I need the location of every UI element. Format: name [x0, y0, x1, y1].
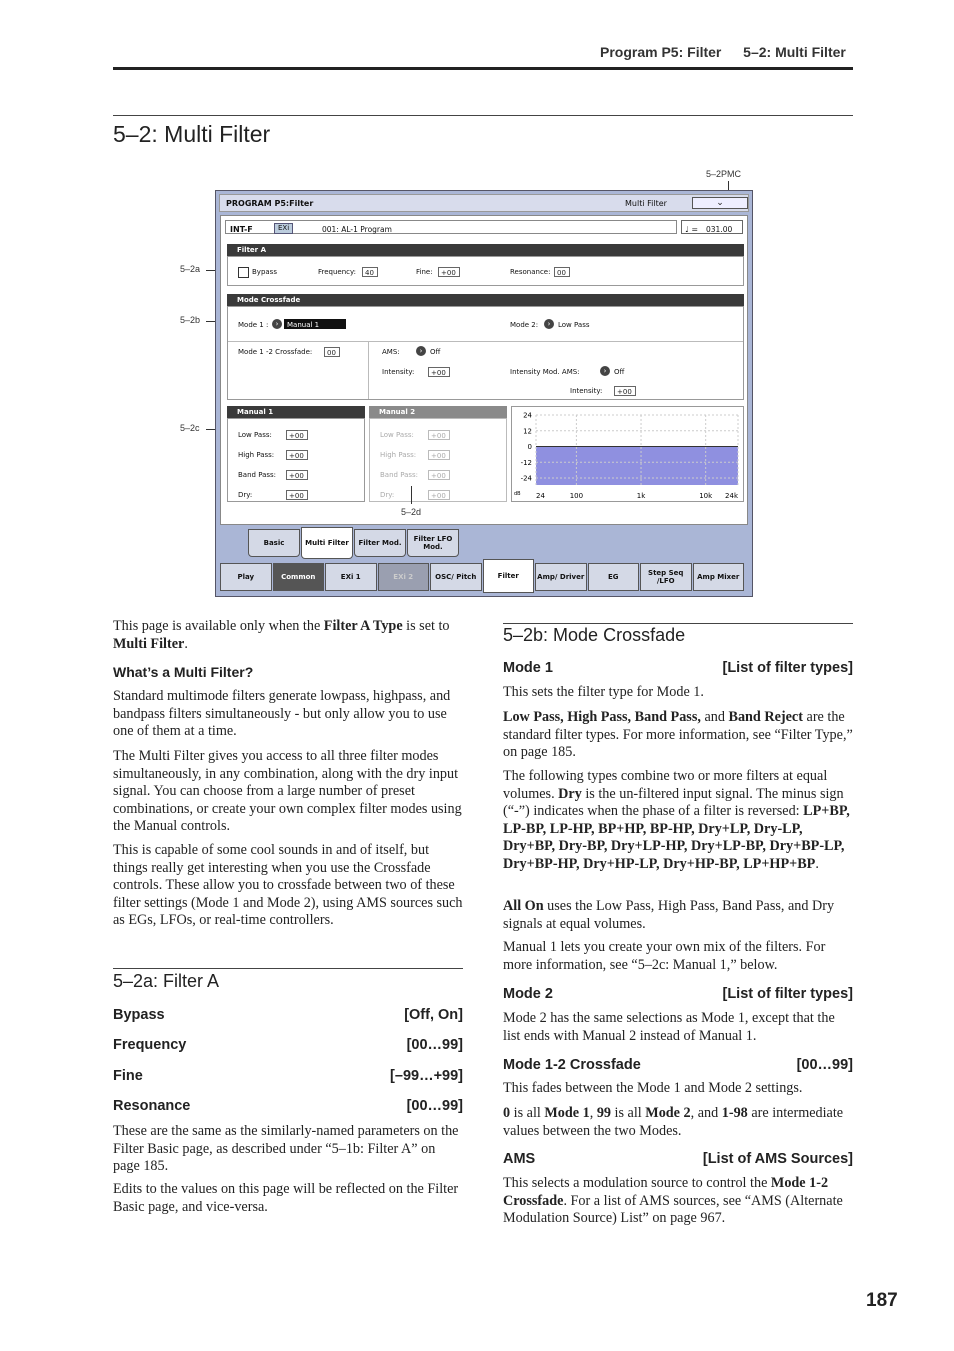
paragraph-5: Edits to the values on this page will be reflected on the Filter Basic page, and vice-versa.: [113, 1181, 459, 1215]
intensity2-label: Intensity:: [570, 387, 603, 395]
manual1-row-label: Band Pass:: [238, 471, 277, 479]
callout-d: 5–2d: [401, 507, 422, 517]
program-bank: INT-F: [230, 225, 253, 234]
subtab-multi-filter[interactable]: Multi Filter: [301, 527, 353, 559]
param-bypass: [113, 1007, 463, 1023]
mode-crossfade-bar: Mode Crossfade: [227, 294, 744, 306]
manual2-bar: Manual 2: [369, 406, 507, 418]
screen-title-bar: [219, 194, 749, 212]
mode2-label: Mode 2:: [510, 321, 539, 329]
y-tick-label: -12: [520, 458, 532, 467]
manual2-row-label: Band Pass:: [380, 471, 419, 479]
param-name: Frequency: [113, 1037, 187, 1054]
intensity-label: Intensity:: [382, 368, 415, 376]
mode-crossfade-heading: 5–2b: Mode Crossfade: [503, 625, 686, 645]
param-fine: [113, 1068, 463, 1084]
ams-text-1: This selects a modulation source to control the Mode 1-2 Crossfade. For a list of AMS sources, see “AMS (Alternate Modulation Source) List” on page 967.: [503, 1175, 843, 1227]
x-tick-label: 1k: [636, 492, 646, 500]
param-range: [00…99]: [406, 1097, 463, 1114]
tempo-symbol: ♩ =: [685, 225, 699, 234]
chevron-down-icon: ⌄: [716, 198, 724, 208]
crossfade-text-2: 0 is all Mode 1, 99 is all Mode 2, and 1-98 are intermediate values between the two Modes.: [503, 1105, 844, 1139]
manual2-section: [369, 418, 507, 502]
param-name: Mode 2: [503, 986, 553, 1002]
mode1-text-5: Manual 1 lets you create your own mix of the filters. For more information, see “5–2c: Manual 1,” below.: [503, 939, 826, 973]
bypass-checkbox[interactable]: [238, 267, 249, 278]
paragraph-4: These are the same as the similarly-named parameters on the Filter Basic page, as described under “5–1b: Filter A” on page 185.: [113, 1123, 459, 1175]
y-tick-label: 0: [527, 443, 532, 451]
filter-response-chart: [512, 407, 743, 501]
crossfade-field[interactable]: 00: [324, 347, 340, 357]
param-mode2: [503, 986, 853, 1002]
callout-d-line: [411, 486, 412, 504]
param-ams: [503, 1151, 853, 1167]
fine-label: Fine:: [416, 268, 433, 276]
manual1-row-label: High Pass:: [238, 451, 275, 459]
param-frequency: [113, 1037, 463, 1053]
int-mod-ams-value[interactable]: Off: [614, 368, 625, 376]
main-tab-exi-1[interactable]: EXi 1: [325, 563, 377, 591]
y-tick-label: -24: [520, 474, 532, 483]
mode2-popup-icon[interactable]: ›: [544, 319, 554, 329]
main-tab-step-seq-lfo[interactable]: Step Seq /LFO: [640, 563, 692, 591]
resonance-field[interactable]: 00: [554, 267, 570, 277]
header-rule: [113, 67, 853, 70]
param-range: [–99…+99]: [390, 1067, 463, 1084]
ams-label: AMS:: [382, 348, 400, 356]
mode-vdivider: [368, 341, 369, 399]
mode1-popup-icon[interactable]: ›: [272, 319, 282, 329]
filter-a-bar: Filter A: [227, 244, 744, 256]
param-name: Mode 1-2 Crossfade: [503, 1057, 641, 1073]
mode-crossfade-section: [227, 306, 744, 400]
filter-a-rule: [113, 968, 463, 969]
param-name: Resonance: [113, 1097, 191, 1114]
resonance-label: Resonance:: [510, 268, 551, 276]
page-menu-button[interactable]: [692, 197, 748, 209]
title-rule: [113, 115, 853, 116]
ams-value[interactable]: Off: [430, 348, 441, 356]
callout-a: 5–2a: [180, 264, 201, 274]
x-tick-label: 10k: [699, 492, 713, 500]
param-range: [List of filter types]: [722, 986, 853, 1002]
filter-a-section: [227, 256, 744, 286]
program-name: 001: AL-1 Program: [322, 225, 392, 234]
filter-graph: [511, 406, 744, 502]
main-tab-amp-mixer[interactable]: Amp Mixer: [693, 563, 745, 591]
crossfade-text-1: This fades between the Mode 1 and Mode 2 settings.: [503, 1080, 803, 1096]
paragraph-3: This is capable of some cool sounds in and of itself, but things really get interesting when you use the Crossfade controls. These allow you to crossfade between two of these filter settings (Mode 1 and Mode 2), using AMS sources such as EGs, LFOs, or real-time controllers.: [113, 842, 463, 929]
main-tab-eg[interactable]: EG: [588, 563, 640, 591]
manual2-row-field[interactable]: +00: [428, 490, 450, 500]
param-resonance: [113, 1098, 463, 1114]
param-name: Bypass: [113, 1007, 165, 1023]
param-mode1: [503, 660, 853, 676]
subtab-filter-lfo-mod[interactable]: Filter LFO Mod.: [407, 529, 459, 557]
manual1-section: [227, 418, 365, 502]
main-tab-exi-2[interactable]: EXi 2: [378, 563, 430, 591]
intro-text: This page is available only when the Filter A Type is set to Multi Filter.: [113, 618, 450, 652]
y-unit-label: dB: [514, 491, 521, 497]
manual1-row-field[interactable]: +00: [286, 430, 308, 440]
crossfade-label: Mode 1 -2 Crossfade:: [238, 348, 313, 356]
mode1-field[interactable]: Manual 1: [284, 319, 346, 329]
main-tab-filter[interactable]: Filter: [483, 559, 535, 593]
subtab-basic[interactable]: Basic: [248, 529, 300, 557]
header-section: Program P5: Filter: [600, 44, 722, 60]
y-tick-label: 12: [523, 427, 532, 436]
intensity-field[interactable]: +00: [428, 367, 450, 377]
program-select[interactable]: [225, 220, 677, 234]
fine-field[interactable]: +00: [438, 267, 460, 277]
main-tab-common[interactable]: Common: [273, 563, 325, 591]
callout-b: 5–2b: [180, 315, 201, 325]
page-title: 5–2: Multi Filter: [113, 121, 271, 147]
manual2-row-label: Dry:: [380, 491, 395, 499]
frequency-field[interactable]: 40: [362, 267, 378, 277]
manual2-row-field[interactable]: +00: [428, 450, 450, 460]
manual1-row-field[interactable]: +00: [286, 490, 308, 500]
running-header: [600, 44, 846, 60]
mode-divider: [228, 341, 743, 342]
mode2-value[interactable]: Low Pass: [558, 321, 590, 329]
manual2-row-field[interactable]: +00: [428, 430, 450, 440]
param-name: Mode 1: [503, 660, 553, 676]
manual1-row-field[interactable]: +00: [286, 450, 308, 460]
x-tick-label: 100: [569, 492, 584, 500]
paragraph-1: Standard multimode filters generate lowpass, highpass, and bandpass filters simultaneously - but only allow you to use one of them at a time.: [113, 688, 451, 740]
int-mod-ams-popup-icon[interactable]: ›: [600, 366, 610, 376]
ams-popup-icon[interactable]: ›: [416, 346, 426, 356]
header-subsection: 5–2: Multi Filter: [743, 44, 846, 60]
whats-heading: What’s a Multi Filter?: [113, 664, 254, 680]
page-menu-label: Multi Filter: [625, 199, 667, 208]
param-range: [00…99]: [796, 1057, 853, 1073]
mode1-text-1: This sets the filter type for Mode 1.: [503, 684, 704, 700]
param-crossfade: [503, 1057, 853, 1073]
mode1-label: Mode 1 :: [238, 321, 269, 329]
param-name: Fine: [113, 1067, 143, 1084]
manual2-row-field[interactable]: +00: [428, 470, 450, 480]
param-range: [List of AMS Sources]: [702, 1151, 853, 1167]
int-mod-ams-label: Intensity Mod. AMS:: [510, 368, 580, 376]
manual2-row-label: High Pass:: [380, 451, 417, 459]
mode1-text-4: All On uses the Low Pass, High Pass, Band Pass, and Dry signals at equal volumes.: [503, 898, 835, 932]
y-tick-label: 24: [523, 411, 532, 420]
subtab-filter-mod[interactable]: Filter Mod.: [354, 529, 406, 557]
mode2-text-1: Mode 2 has the same selections as Mode 1, except that the list ends with Manual 2 instead of Manual 1.: [503, 1010, 835, 1044]
lcd-screen: [215, 190, 753, 597]
page-number: 187: [866, 1290, 898, 1311]
intensity2-field[interactable]: +00: [614, 386, 636, 396]
param-range: [00…99]: [406, 1037, 463, 1054]
mode1-text-2: Low Pass, High Pass, Band Pass, and Band Reject are the standard filter types. For more information, see “Filter Type,” on page 185.: [503, 709, 853, 761]
manual1-bar: Manual 1: [227, 406, 365, 418]
main-tab-play[interactable]: Play: [220, 563, 272, 591]
manual2-row-label: Low Pass:: [380, 431, 414, 439]
param-range: [Off, On]: [404, 1007, 463, 1023]
tempo-value: 031.00: [706, 225, 733, 234]
callout-pmc: 5–2PMC: [706, 169, 742, 179]
main-tab-amp-driver[interactable]: Amp/ Driver: [535, 563, 587, 591]
main-panel: [220, 215, 748, 525]
manual1-row-label: Low Pass:: [238, 431, 272, 439]
filter-a-heading: 5–2a: Filter A: [113, 971, 220, 991]
callout-c: 5–2c: [180, 423, 200, 433]
bypass-label: Bypass: [252, 268, 277, 276]
program-type-badge: EXi: [274, 223, 293, 234]
manual1-row-field[interactable]: +00: [286, 470, 308, 480]
manual1-row-label: Dry:: [238, 491, 253, 499]
response-fill: [536, 447, 738, 486]
mode-crossfade-rule: [503, 623, 853, 624]
screen-title: PROGRAM P5:Filter: [226, 199, 314, 208]
tempo-field[interactable]: [681, 220, 743, 234]
x-tick-label: 24: [536, 492, 545, 500]
mode1-text-3: The following types combine two or more filters at equal volumes. Dry is the un-filtered input signal. The minus sign (“-”) indicates when the phase of a filter is reversed: LP+BP, LP-BP, LP-HP, BP+HP, BP-HP, Dry+LP, Dry-LP, Dry+BP, Dry-BP, Dry+LP-HP, Dry+LP-BP, Dry+BP-LP, Dry+BP-HP, Dry+HP-LP, Dry+HP-BP, LP+HP+BP.: [503, 768, 850, 872]
param-name: AMS: [503, 1151, 536, 1167]
frequency-label: Frequency:: [318, 268, 357, 276]
paragraph-2: The Multi Filter gives you access to all three filter modes simultaneously, in any combination, along with the dry input signal. You can choose from a large number of preset combinations, or create your own complex filter modes using the Manual controls.: [113, 748, 462, 835]
param-range: [List of filter types]: [722, 660, 853, 676]
main-tab-osc-pitch[interactable]: OSC/ Pitch: [430, 563, 482, 591]
x-tick-label: 24k: [725, 492, 738, 500]
